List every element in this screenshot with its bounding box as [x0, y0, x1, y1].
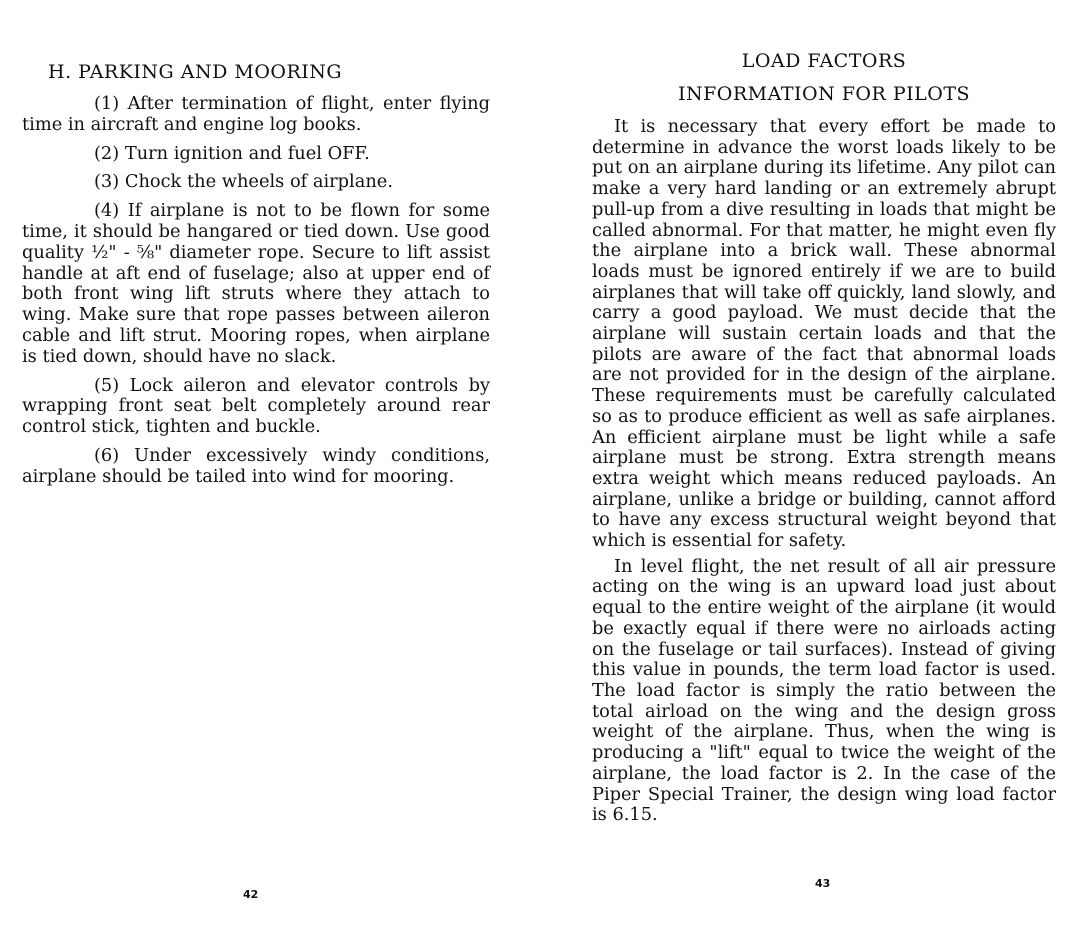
left-page-body [22, 94, 490, 496]
paragraph: It is necessary that every effort be made to determine in advance the worst loads likely to be put on an airplane during its lifetime. Any pilot can make a very hard landing or an extremely abrupt pull-up from a dive resulting in loads that might be called abnormal. For that matter, he might even fly the airplane into a brick wall. These abnormal loads must be ignored entirely if we are to build airplanes that will take off quickly, land slowly, and carry a good payload. We must decide that the airplane will sustain certain loads and that the pilots are aware of the fact that abnormal loads are not provided for in the design of the airplane. These requirements must be carefully calculated so as to produce efficient as well as safe airplanes. An efficient airplane must be light while a safe airplane must be strong. Extra strength means extra weight which means reduced payloads. An airplane, unlike a bridge or building, cannot afford to have any excess structural weight beyond that which is essential for safety. [592, 116, 1056, 552]
paragraph: (4) If airplane is not to be flown for some time, it should be hangared or tied down. Use good quality ½" - ⅝" diameter rope. Secure to lift assist handle at aft end of fuselage; also at upper end of both front wing lift struts where they attach to wing. Make sure that rope passes between aileron cable and lift strut. Mooring ropes, when airplane is tied down, should have no slack. [22, 200, 490, 367]
page-number-left: 42 [243, 888, 259, 901]
right-page-body [592, 117, 1056, 831]
page-number-right: 43 [815, 877, 831, 890]
paragraph: (1) After termination of flight, enter flying time in aircraft and engine log books. [22, 93, 490, 135]
paragraph: In level flight, the net result of all air pressure acting on the wing is an upward load just about equal to the entire weight of the airplane (it would be exactly equal if there were no airloads acting on the fuselage or tail surfaces). Instead of giving this value in pounds, the term load factor is used. The load factor is simply the ratio between the total airload on the wing and the design gross weight of the airplane. Thus, when the wing is producing a "lift" equal to twice the weight of the airplane, the load factor is 2. In the case of the Piper Special Trainer, the design wing load factor is 6.15. [592, 555, 1056, 826]
page-title: LOAD FACTORS [741, 50, 907, 72]
paragraph: (3) Chock the wheels of airplane. [94, 171, 393, 193]
paragraph: (2) Turn ignition and fuel OFF. [94, 142, 370, 164]
page-subtitle: INFORMATION FOR PILOTS [677, 83, 971, 105]
section-title: H. PARKING AND MOORING [48, 61, 343, 83]
paragraph: (6) Under excessively windy conditions, airplane should be tailed into wind for mooring. [22, 444, 490, 487]
paragraph: (5) Lock aileron and elevator controls by wrapping front seat belt completely around rear control stick, tighten and buckle. [22, 374, 490, 438]
